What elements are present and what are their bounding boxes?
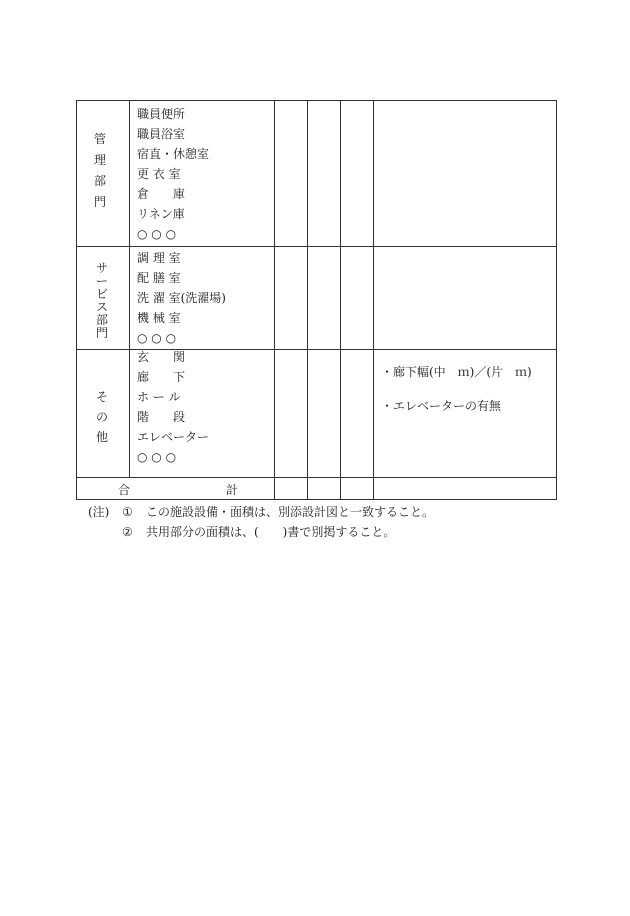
list-item: 階 段 — [137, 410, 186, 424]
section-label-other — [96, 388, 108, 445]
section-remarks-other — [381, 362, 532, 416]
list-item: ○ ○ ○ — [137, 450, 177, 464]
section-label-char: ビ — [96, 287, 109, 301]
section-label-char: ス — [96, 300, 109, 314]
list-item: 職員便所 — [137, 107, 186, 121]
total-label-left: 合 — [118, 483, 131, 497]
note-text: この施設設備・面積は、別添設計図と一致すること。 — [146, 505, 435, 519]
remark-corridor-width: ・廊下幅(中 ｍ)／(片 ｍ) — [381, 365, 532, 379]
list-item: ホ ー ル — [137, 390, 181, 404]
list-item: 職員浴室 — [137, 127, 186, 141]
list-item: 更 衣 室 — [137, 167, 181, 181]
section-items-other — [137, 347, 209, 467]
notes — [88, 502, 434, 542]
note-number: ① — [122, 505, 133, 519]
section-items-management — [137, 104, 209, 244]
section-label-char: 部 — [94, 174, 107, 188]
note-text: 共用部分の面積は、( )書で別掲すること。 — [146, 525, 396, 539]
list-item: リネン庫 — [137, 207, 185, 221]
list-item: ○ ○ ○ — [137, 331, 177, 345]
list-item: 調 理 室 — [137, 251, 181, 265]
section-label-char: 理 — [94, 153, 107, 167]
note-row — [88, 502, 434, 522]
remark-elevator: ・エレベーターの有無 — [381, 399, 502, 413]
note-row — [88, 522, 434, 542]
section-label-char: 部 — [96, 313, 109, 327]
list-item: エレベーター — [137, 430, 210, 444]
list-item: 洗 濯 室(洗濯場) — [137, 291, 226, 305]
list-item: ○ ○ ○ — [137, 227, 177, 241]
section-label-char: 他 — [96, 430, 109, 444]
section-label-char: そ — [96, 390, 109, 404]
list-item: 宿直・休憩室 — [137, 147, 210, 161]
total-label-right: 計 — [226, 483, 239, 497]
facility-table — [76, 100, 557, 500]
section-label-char: ー — [96, 274, 109, 288]
section-label-char: 門 — [96, 326, 109, 340]
section-label-char: 門 — [94, 195, 107, 209]
section-items-service — [137, 248, 226, 348]
note-number: ② — [122, 525, 133, 539]
list-item: 廊 下 — [137, 370, 186, 384]
list-item: 機 械 室 — [137, 311, 181, 325]
section-label-char: サ — [96, 261, 109, 275]
section-label-char: の — [96, 410, 109, 424]
section-label-management — [94, 130, 106, 210]
list-item: 倉 庫 — [137, 187, 186, 201]
section-label-service — [96, 262, 108, 340]
list-item: 配 膳 室 — [137, 271, 181, 285]
list-item: 玄 関 — [137, 350, 186, 364]
note-prefix: (注) — [88, 505, 110, 519]
section-label-char: 管 — [94, 132, 107, 146]
